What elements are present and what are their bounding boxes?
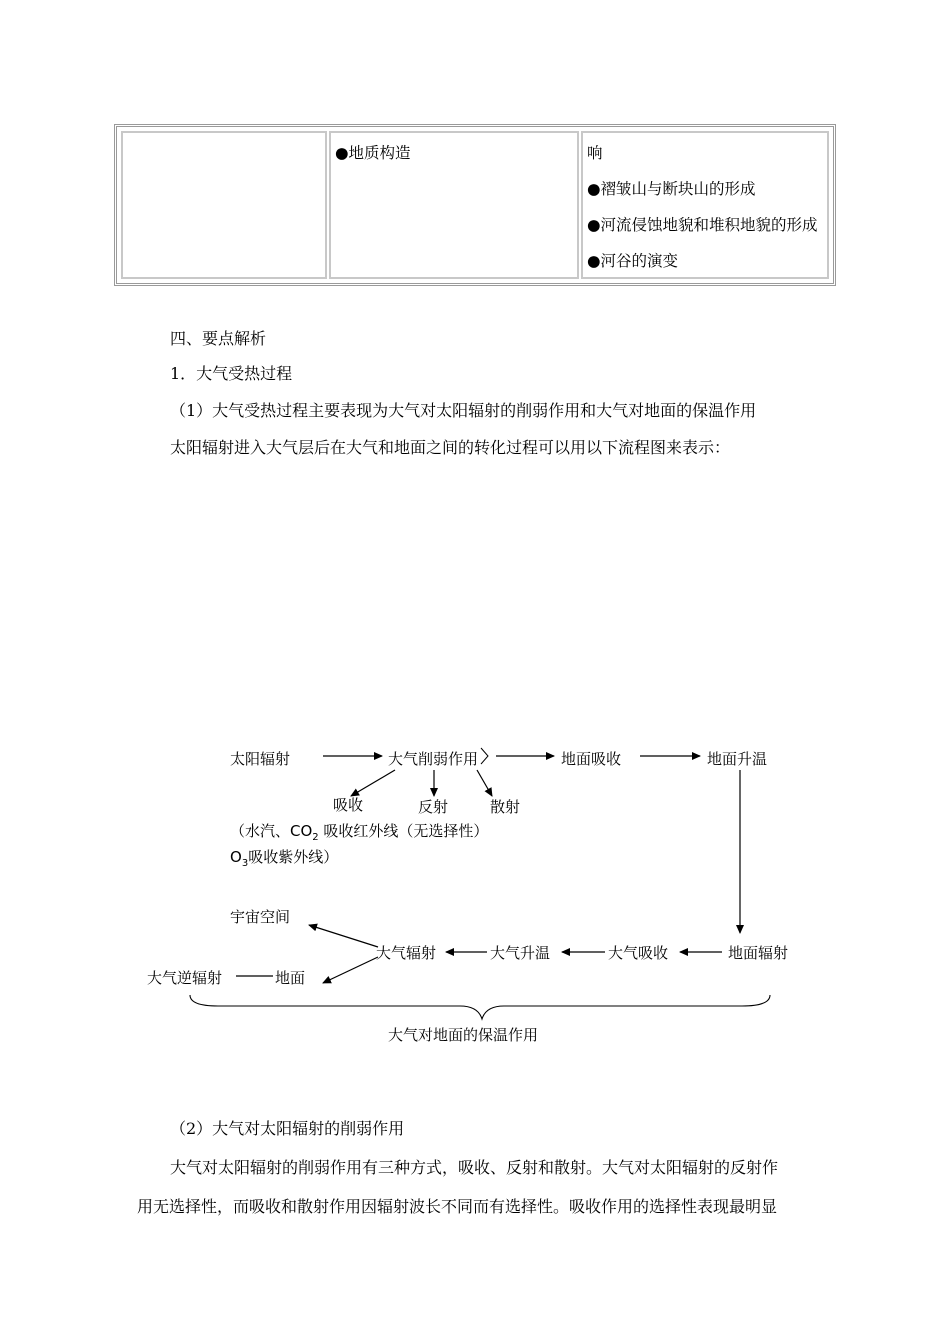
table-item-river-landforms: ●河流侵蚀地貌和堆积地貌的形成 bbox=[587, 216, 818, 234]
node-ground-warming: 地面升温 bbox=[707, 750, 768, 768]
heading-atmosphere-heating: 1．大气受热过程 bbox=[170, 364, 293, 383]
brace-insulation bbox=[190, 995, 770, 1019]
node-atmosphere-warming: 大气升温 bbox=[490, 944, 551, 962]
table-item-geologic-structure: ●地质构造 bbox=[335, 144, 411, 162]
node-atmospheric-radiation: 大气辐射 bbox=[376, 944, 437, 962]
section-title: 四、要点解析 bbox=[170, 329, 267, 348]
intro-paragraph: 太阳辐射进入大气层后在大气和地面之间的转化过程可以用以下流程图来表示： bbox=[170, 438, 731, 457]
note-ozone: $O_3$吸收紫外线） bbox=[230, 848, 339, 869]
node-ground: 地面 bbox=[275, 969, 306, 987]
node-counter-radiation: 大气逆辐射 bbox=[147, 969, 223, 987]
arrow-to-outer-space bbox=[309, 925, 378, 947]
label-insulation-effect: 大气对地面的保温作用 bbox=[388, 1026, 539, 1044]
node-ground-absorption: 地面吸收 bbox=[561, 750, 622, 768]
label-absorb: 吸收 bbox=[333, 796, 364, 814]
arrow-to-absorb bbox=[351, 770, 395, 796]
subheading-1: （1）大气受热过程主要表现为大气对太阳辐射的削弱作用和大气对地面的保温作用 bbox=[170, 401, 757, 420]
table-item-continued: 响 bbox=[587, 144, 603, 162]
node-atmosphere-absorption: 大气吸收 bbox=[608, 944, 669, 962]
node-atmosphere-weakening: 大气削弱作用 bbox=[388, 750, 479, 768]
node-solar-radiation: 太阳辐射 bbox=[230, 750, 291, 768]
body-line-2: 用无选择性，而吸收和散射作用因辐射波长不同而有选择性。吸收作用的选择性表现最明显 bbox=[137, 1197, 778, 1216]
table-item-valley-evolution: ●河谷的演变 bbox=[587, 252, 679, 270]
table-item-fold-fault-mountains: ●褶皱山与断块山的形成 bbox=[587, 180, 756, 198]
body-line-1: 大气对太阳辐射的削弱作用有三种方式，吸收、反射和散射。大气对太阳辐射的反射作 bbox=[170, 1158, 779, 1177]
subheading-2: （2）大气对太阳辐射的削弱作用 bbox=[170, 1119, 405, 1138]
arrow-to-ground bbox=[323, 957, 378, 983]
label-reflect: 反射 bbox=[418, 798, 449, 816]
node-outer-space: 宇宙空间 bbox=[230, 908, 291, 926]
note-water-co2: （水汽、$CO_2$ 吸收红外线（无选择性） bbox=[230, 822, 489, 843]
bracket-mark bbox=[481, 748, 488, 764]
node-ground-radiation: 地面辐射 bbox=[728, 944, 789, 962]
label-scatter: 散射 bbox=[490, 798, 521, 816]
arrow-to-scatter bbox=[477, 770, 492, 796]
